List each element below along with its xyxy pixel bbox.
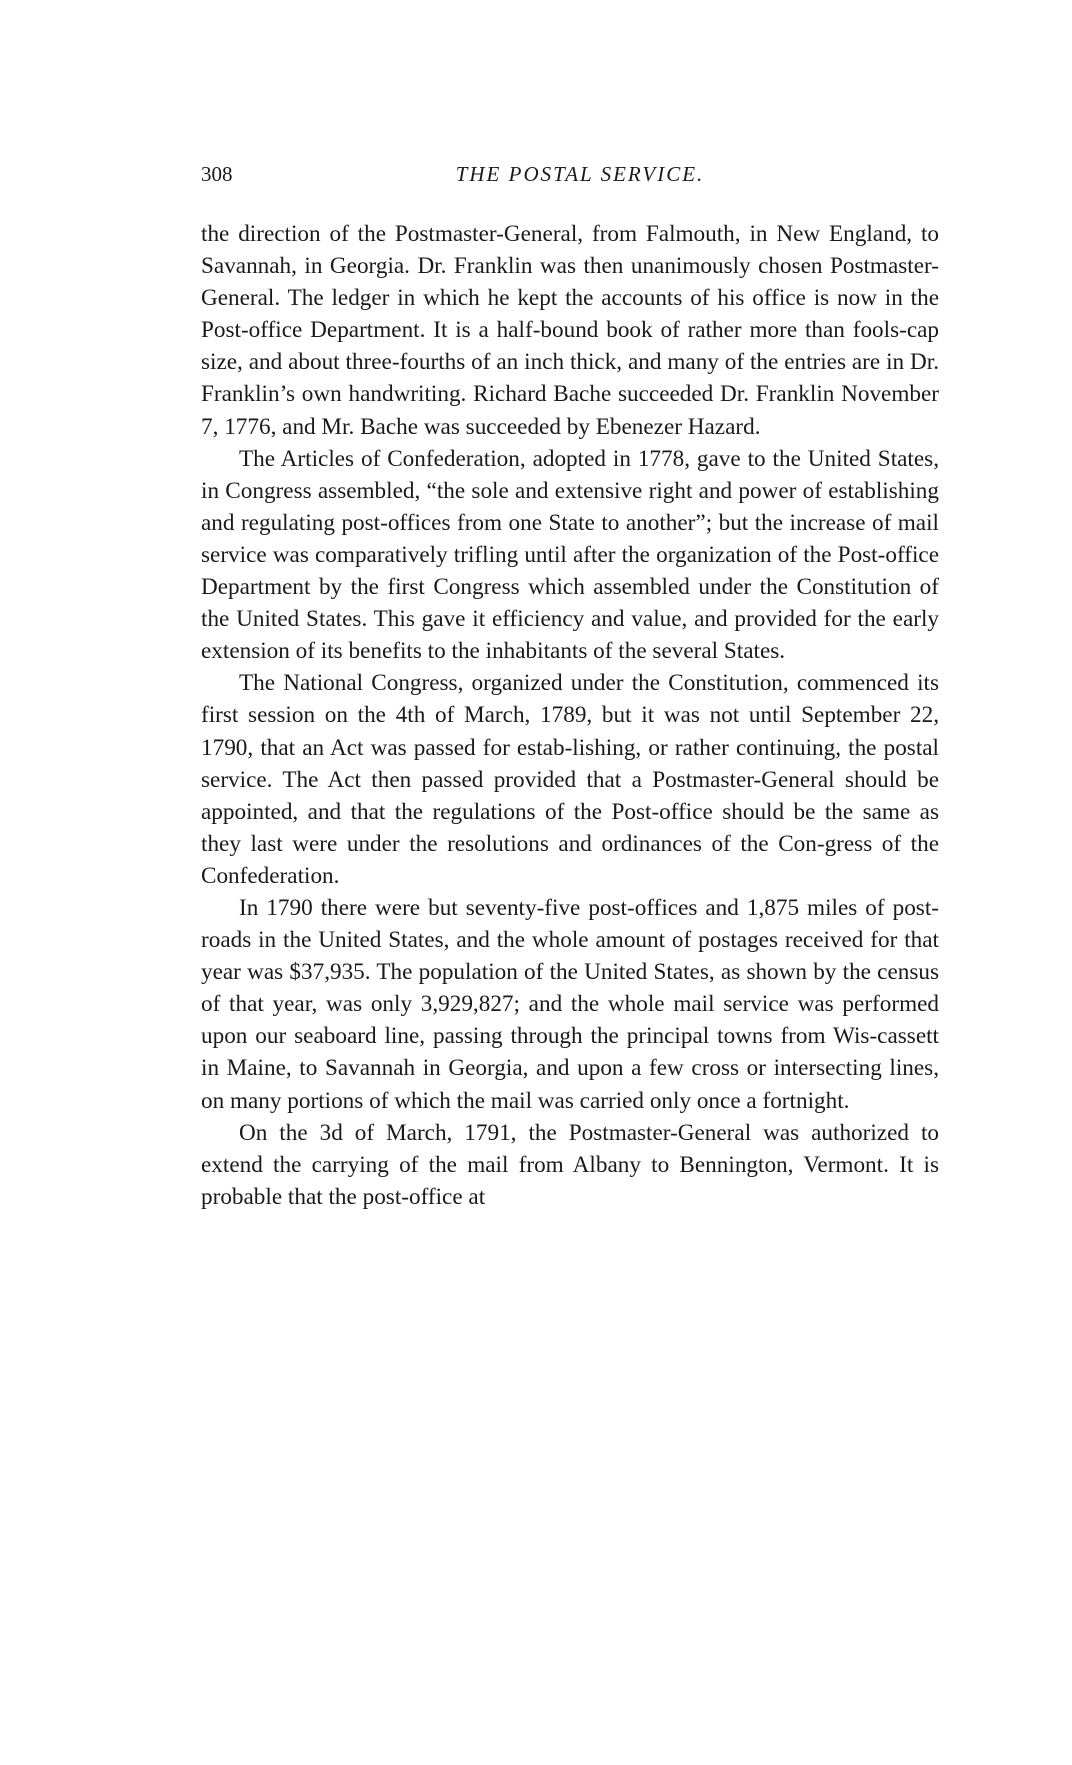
paragraph-1791-extension: On the 3d of March, 1791, the Postmaster-General was authorized to extend the carrying of the mail from Albany to Bennington, Vermont. It is probable that the post-office at xyxy=(201,1119,939,1210)
body-text xyxy=(201,218,939,1213)
page-header xyxy=(201,162,939,192)
paragraph-continued: the direction of the Postmaster-General, from Falmouth, in New England, to Savannah, in Georgia. Dr. Franklin was then unanimously chosen Postmaster-General. The ledger in which he kept the accounts of his office is now in the Post-office Department. It is a half-bound book of rather more than fools-cap size, and about three-fourths of an inch thick, and many of the entries are in Dr. Franklin’s own handwriting. Richard Bache succeeded Dr. Franklin November 7, 1776, and Mr. Bache was succeeded by Ebenezer Hazard. xyxy=(201,221,939,440)
paragraph-articles-of-confederation: The Articles of Confederation, adopted in 1778, gave to the United States, in Congress assembled, “the sole and extensive right and power of establishing and regulating post-offices from one State to another”; but the increase of mail service was comparatively trifling until after the organization of the Post-office Department by the first Congress which assembled under the Constitution of the United States. This gave it efficiency and value, and provided for the early extension of its benefits to the inhabitants of the several States. xyxy=(201,445,939,665)
page-number: 308 xyxy=(201,162,233,186)
paragraph-national-congress: The National Congress, organized under the Constitution, commenced its first session on the 4th of March, 1789, but it was not until September 22, 1790, that an Act was passed for estab-lishing, or rather continuing, the postal service. The Act then passed provided that a Postmaster-General should be appointed, and that the regulations of the Post-office should be the same as they last were under the resolutions and ordinances of the Con-gress of the Confederation. xyxy=(201,670,939,889)
running-title: THE POSTAL SERVICE. xyxy=(455,162,705,186)
paragraph-1790-statistics: In 1790 there were but seventy-five post-offices and 1,875 miles of post-roads in the United States, and the whole amount of postages received for that year was $37,935. The population of the United States, as shown by the census of that year, was only 3,929,827; and the whole mail service was performed upon our seaboard line, passing through the principal towns from Wis-cassett in Maine, to Savannah in Georgia, and upon a few cross or intersecting lines, on many portions of which the mail was carried only once a fortnight. xyxy=(201,894,939,1114)
